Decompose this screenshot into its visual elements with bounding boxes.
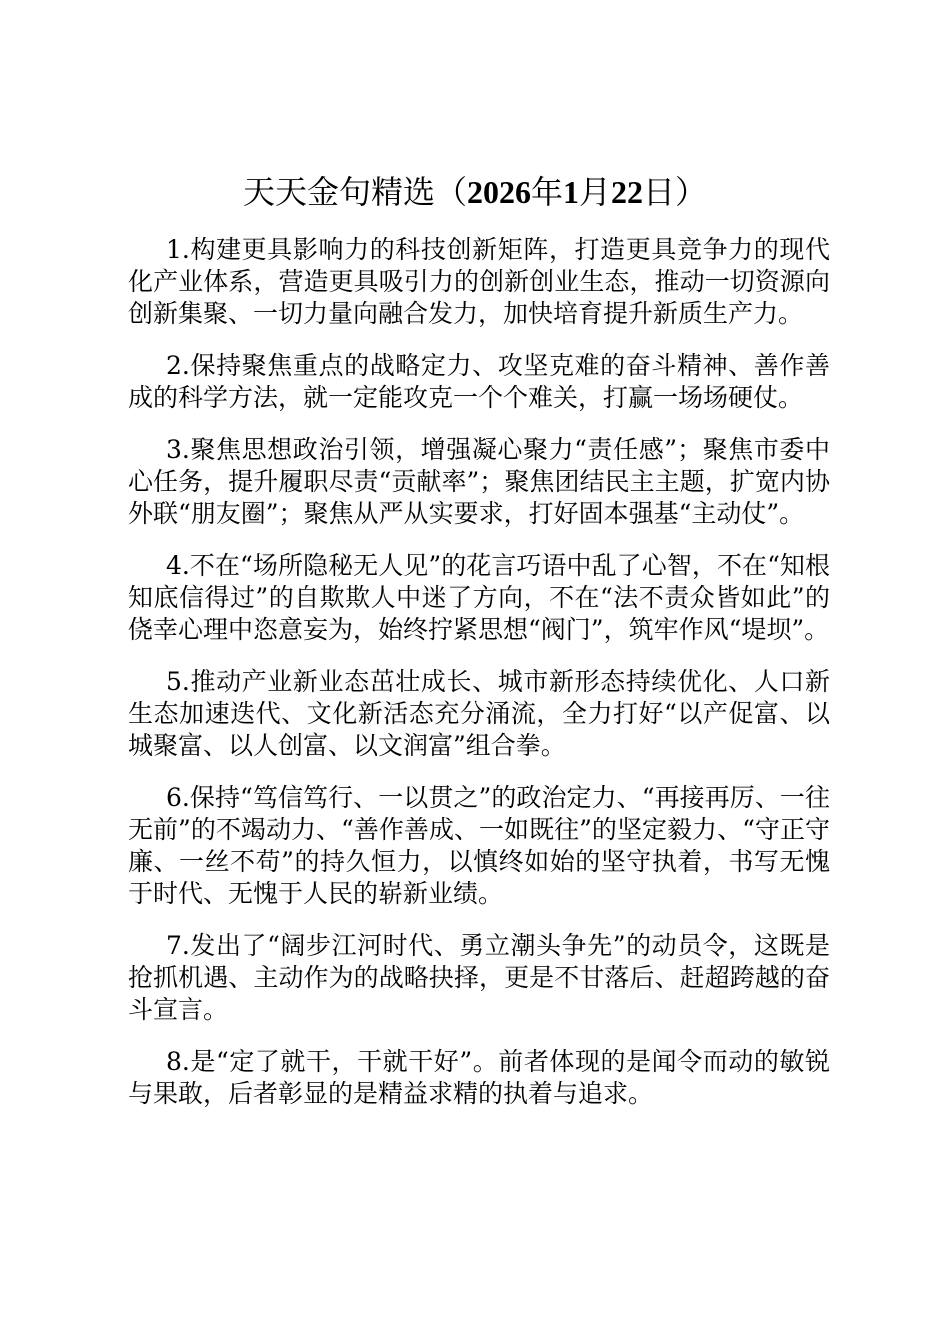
title-day: 22 bbox=[611, 174, 644, 210]
quote-paragraph-7: 7.发出了“阔步江河时代、勇立潮头争先”的动员令，这既是抢抓机遇、主动作为的战略抉择，更是不甘落后、赶超跨越的奋斗宣言。 bbox=[128, 931, 830, 1024]
quote-paragraph-5: 5.推动产业新业态茁壮成长、城市新形态持续优化、人口新生态加速迭代、文化新活态充分涌流，全力打好“以产促富、以城聚富、以人创富、以文润富”组合拳。 bbox=[128, 667, 830, 760]
quote-paragraph-1: 1.构建更具影响力的科技创新矩阵，打造更具竞争力的现代化产业体系，营造更具吸引力的创新创业生态，推动一切资源向创新集聚、一切力量向融合发力，加快培育提升新质生产力。 bbox=[128, 235, 830, 328]
quote-list bbox=[128, 234, 830, 1130]
title-suffix: 日） bbox=[643, 173, 708, 211]
page-title bbox=[0, 168, 950, 216]
title-prefix: 天天金句精选（ bbox=[242, 173, 467, 211]
title-month: 1 bbox=[563, 174, 579, 210]
quote-paragraph-4: 4.不在“场所隐秘无人见”的花言巧语中乱了心智，不在“知根知底信得过”的自欺欺人中迷了方向，不在“法不责众皆如此”的侥幸心理中恣意妄为，始终拧紧思想“阀门”，筑牢作风“堤坝”。 bbox=[128, 551, 830, 644]
quote-paragraph-6: 6.保持“笃信笃行、一以贯之”的政治定力、“再接再厉、一往无前”的不竭动力、“善作善成、一如既往”的坚定毅力、“守正守廉、一丝不苟”的持久恒力，以慎终如始的坚守执着，书写无愧于时代、无愧于人民的崭新业绩。 bbox=[128, 783, 830, 908]
quote-paragraph-3: 3.聚焦思想政治引领，增强凝心聚力“责任感”；聚焦市委中心任务，提升履职尽责“贡献率”；聚焦团结民主主题，扩宽内协外联“朋友圈”；聚焦从严从实要求，打好固本强基“主动仗”。 bbox=[128, 435, 830, 528]
title-month-unit: 月 bbox=[579, 173, 612, 211]
title-year-unit: 年 bbox=[530, 173, 563, 211]
quote-paragraph-8: 8.是“定了就干，干就干好”。前者体现的是闻令而动的敏锐与果敢，后者彰显的是精益求精的执着与追求。 bbox=[128, 1047, 830, 1108]
quote-paragraph-2: 2.保持聚焦重点的战略定力、攻坚克难的奋斗精神、善作善成的科学方法，就一定能攻克一个个难关，打赢一场场硬仗。 bbox=[128, 351, 830, 412]
title-year: 2026 bbox=[466, 174, 531, 210]
